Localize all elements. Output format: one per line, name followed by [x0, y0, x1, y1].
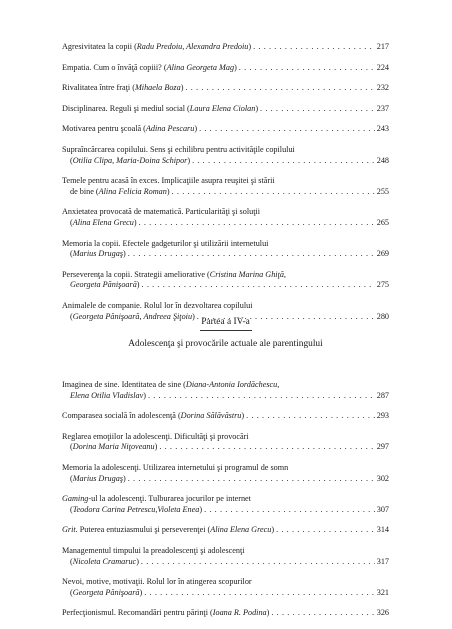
entry-title: (	[70, 473, 73, 483]
entry-title: (	[70, 217, 73, 227]
toc-line	[62, 380, 389, 391]
entry-title-tail: )	[248, 42, 252, 51]
entry-title-tail: )	[143, 390, 146, 400]
toc-line	[62, 63, 389, 74]
entry-author: Georgeta Pănişoară	[70, 280, 137, 290]
dot-leader	[139, 218, 375, 229]
entry-title: Nevoi, motive, motivaţii. Rolul lor în atingerea scopurilor	[62, 577, 252, 587]
page-number: 321	[376, 587, 389, 597]
entry-author: Teodora Carina Petrescu,Violeta Enea	[72, 504, 200, 514]
page-number: 293	[376, 411, 389, 421]
toc-line	[62, 391, 389, 402]
page-number: 317	[376, 556, 389, 566]
entry-title-tail: )	[136, 280, 140, 290]
toc-line	[62, 270, 389, 281]
dot-leader	[185, 83, 374, 94]
entry-title: Perfecţionismul. Recomandări pentru părinţi (	[62, 608, 213, 618]
part-header	[62, 316, 389, 350]
toc-line	[62, 463, 389, 474]
entry-author: Adina Pescaru	[145, 124, 195, 134]
entry-title-tail: )	[133, 217, 137, 227]
dot-leader	[204, 505, 375, 516]
page-number: 269	[376, 249, 389, 259]
toc-entry	[62, 270, 389, 291]
entry-title-tail: -ul la adolescenţi. Tulburarea jocurilor pe internet	[88, 494, 251, 504]
toc-entry	[62, 83, 389, 94]
toc-line	[62, 505, 389, 516]
entry-title: Temele pentru acasă în exces. Implicaţiile asupra reuşitei şi stării	[62, 176, 275, 186]
toc-line	[62, 442, 389, 453]
entry-title: de bine (	[70, 186, 99, 196]
toc-line	[62, 218, 389, 229]
entry-author: Ioana R. Podina	[212, 608, 267, 618]
entry-title-tail: )	[255, 103, 259, 113]
entry-title: Managementul timpului la preadolescenţi şi adolescenţi	[62, 545, 245, 555]
toc-entry	[62, 124, 389, 135]
toc-entry	[62, 432, 389, 453]
toc-entry	[62, 380, 389, 401]
entry-author: Alina Georgeta Mag	[166, 62, 235, 72]
entry-author: Georgeta Pănişoară	[72, 587, 140, 597]
entry-author: Otilia Clipa, Maria-Doina Schipor	[72, 155, 188, 165]
dot-leader	[192, 156, 375, 167]
dot-leader	[239, 63, 375, 74]
dot-leader	[141, 557, 375, 568]
entry-author: Alina Felicia Roman	[98, 186, 167, 196]
entry-author: Georgeta Pănişoară, Andreea Şiţoiu	[72, 311, 193, 321]
entry-title: (	[70, 556, 73, 566]
toc-entry	[62, 239, 389, 260]
part-divider	[200, 330, 252, 331]
entry-author: Diana-Antonia Iordăchescu,	[185, 380, 280, 389]
entry-title: (	[70, 155, 73, 165]
toc-entry	[62, 525, 389, 536]
entry-author: Grit.	[62, 525, 78, 535]
toc-line	[62, 557, 389, 568]
entry-author: Gaming	[62, 494, 89, 504]
toc-list-part-4	[62, 380, 389, 629]
page-number: 243	[376, 124, 389, 134]
toc-entry	[62, 411, 389, 422]
entry-author: Marius Drugaş	[72, 473, 124, 483]
entry-title-tail: )	[266, 608, 270, 618]
entry-title: Reglarea emoţiilor la adolescenţi. Dificultăţi şi provocări	[62, 431, 249, 441]
toc-entry	[62, 608, 389, 619]
toc-line	[62, 104, 389, 115]
page-number: 280	[376, 311, 389, 321]
toc-line	[62, 474, 389, 485]
page-number: 287	[376, 390, 389, 400]
dot-leader	[246, 411, 375, 422]
toc-line	[62, 42, 389, 53]
entry-title: Motivarea pentru şcoală (	[62, 124, 146, 134]
toc-line	[62, 588, 389, 599]
entry-title-tail: )	[271, 525, 275, 535]
toc-line	[62, 494, 389, 505]
entry-author: Nicoleta Cramaruc	[72, 556, 137, 566]
entry-title: Disciplinarea. Reguli şi mediul social (	[62, 103, 190, 113]
toc-entry	[62, 494, 389, 515]
page-number: 302	[376, 473, 389, 483]
dot-leader	[148, 391, 375, 402]
toc-line	[62, 280, 389, 291]
entry-title: Comparasea socială în adolescenţă (	[62, 411, 181, 421]
toc-entry	[62, 63, 389, 74]
toc-entry	[62, 42, 389, 53]
entry-title: Anxietatea provocată de matematică. Particularităţi şi soluţii	[62, 207, 261, 217]
toc-list-part-3	[62, 42, 389, 332]
dot-leader	[128, 249, 375, 260]
part-title: Partea a IV-a	[201, 317, 250, 327]
page-number: 326	[376, 608, 389, 618]
entry-title-tail: )	[154, 442, 158, 452]
entry-title-tail: )	[166, 186, 170, 196]
page-number: 217	[376, 42, 389, 51]
entry-title: (	[70, 504, 73, 514]
entry-title: (	[70, 311, 73, 321]
entry-author: Elena Otilia Vladislav	[70, 390, 144, 400]
entry-title: Imaginea de sine. Identitatea de sine (	[62, 380, 186, 389]
entry-title: Animalele de companie. Rolul lor în dezvoltarea copilului	[62, 300, 253, 310]
entry-title-tail: )	[123, 473, 126, 483]
toc-line	[62, 176, 389, 187]
toc-entry	[62, 577, 389, 598]
page-number: 248	[376, 155, 389, 165]
page-number: 224	[376, 62, 389, 72]
entry-title: Empatia. Cum o învăţă copiii? (	[62, 62, 167, 72]
entry-author: Dorina Sălăvăstru	[180, 411, 242, 421]
toc-line	[62, 301, 389, 312]
entry-title-tail: )	[139, 587, 143, 597]
entry-title-tail: )	[192, 311, 195, 321]
entry-title-tail: )	[187, 155, 191, 165]
dot-leader	[144, 588, 374, 599]
dot-leader	[271, 608, 374, 619]
dot-leader	[128, 474, 375, 485]
toc-line	[62, 207, 389, 218]
entry-title-tail: )	[194, 124, 198, 134]
toc-line	[62, 249, 389, 260]
page-number: 307	[376, 504, 389, 514]
dot-leader	[142, 280, 375, 291]
entry-title: Supraîncărcarea copilului. Sens şi echilibru pentru activităţile copilului	[62, 144, 295, 154]
toc-entry	[62, 463, 389, 484]
toc-line	[62, 411, 389, 422]
page-number: 237	[376, 103, 389, 113]
entry-author: Alina Elena Grecu	[72, 217, 134, 227]
toc-line	[62, 156, 389, 167]
toc-line	[62, 124, 389, 135]
toc-line	[62, 187, 389, 198]
dot-leader	[260, 104, 375, 115]
entry-title: Agresivitatea la copii (	[62, 42, 137, 51]
entry-author: Dorina Maria Niţoveanu	[72, 442, 155, 452]
entry-author: Cristina Marina Ghiţă,	[209, 269, 286, 279]
entry-author: Radu Predoiu, Alexandra Predoiu	[136, 42, 249, 51]
toc-line	[62, 577, 389, 588]
entry-title-tail: )	[180, 83, 184, 93]
entry-author: Alina Elena Grecu	[210, 525, 272, 535]
page-number: 232	[376, 83, 389, 93]
entry-author: Mihaela Boza	[134, 83, 181, 93]
dot-leader	[199, 124, 375, 135]
entry-title-tail: )	[123, 249, 126, 259]
entry-title: Memoria la adolescenţi. Utilizarea internetului şi programul de somn	[62, 462, 289, 472]
dot-leader	[253, 42, 375, 53]
toc-line	[62, 239, 389, 250]
toc-entry	[62, 207, 389, 228]
entry-title: Rivalitatea între fraţi (	[62, 83, 135, 93]
entry-title: Perseverenţa la copii. Strategii ameliorative (	[62, 269, 210, 279]
entry-title: (	[70, 442, 73, 452]
entry-title-tail: )	[199, 504, 203, 514]
entry-title-tail: )	[241, 411, 245, 421]
entry-title-tail: Puterea entuziasmului şi perseverenţei (	[77, 525, 211, 535]
entry-author: Marius Drugaş	[72, 249, 124, 259]
entry-title: Memoria la copii. Efectele gadgeturilor şi utilizării internetului	[62, 238, 269, 248]
page-number: 297	[376, 442, 389, 452]
toc-entry	[62, 145, 389, 166]
dot-leader	[172, 187, 375, 198]
page-number: 275	[376, 280, 389, 290]
page-number: 314	[376, 525, 389, 535]
entry-author: Laura Elena Ciolan	[189, 103, 256, 113]
entry-title: (	[70, 587, 73, 597]
toc-entry	[62, 176, 389, 197]
toc-line	[62, 546, 389, 557]
toc-line	[62, 432, 389, 443]
part-subtitle: Adolescenţa şi provocările actuale ale parentingului	[128, 339, 323, 349]
toc-line	[62, 525, 389, 536]
toc-entry	[62, 104, 389, 115]
toc-line	[62, 145, 389, 156]
entry-title: (	[70, 249, 73, 259]
entry-title-tail: )	[136, 556, 139, 566]
page-number: 265	[376, 217, 389, 227]
toc-line	[62, 83, 389, 94]
page-number: 255	[376, 186, 389, 196]
entry-title-tail: )	[234, 62, 237, 72]
toc-line	[62, 608, 389, 619]
dot-leader	[159, 442, 374, 453]
dot-leader	[276, 525, 375, 536]
toc-entry	[62, 546, 389, 567]
